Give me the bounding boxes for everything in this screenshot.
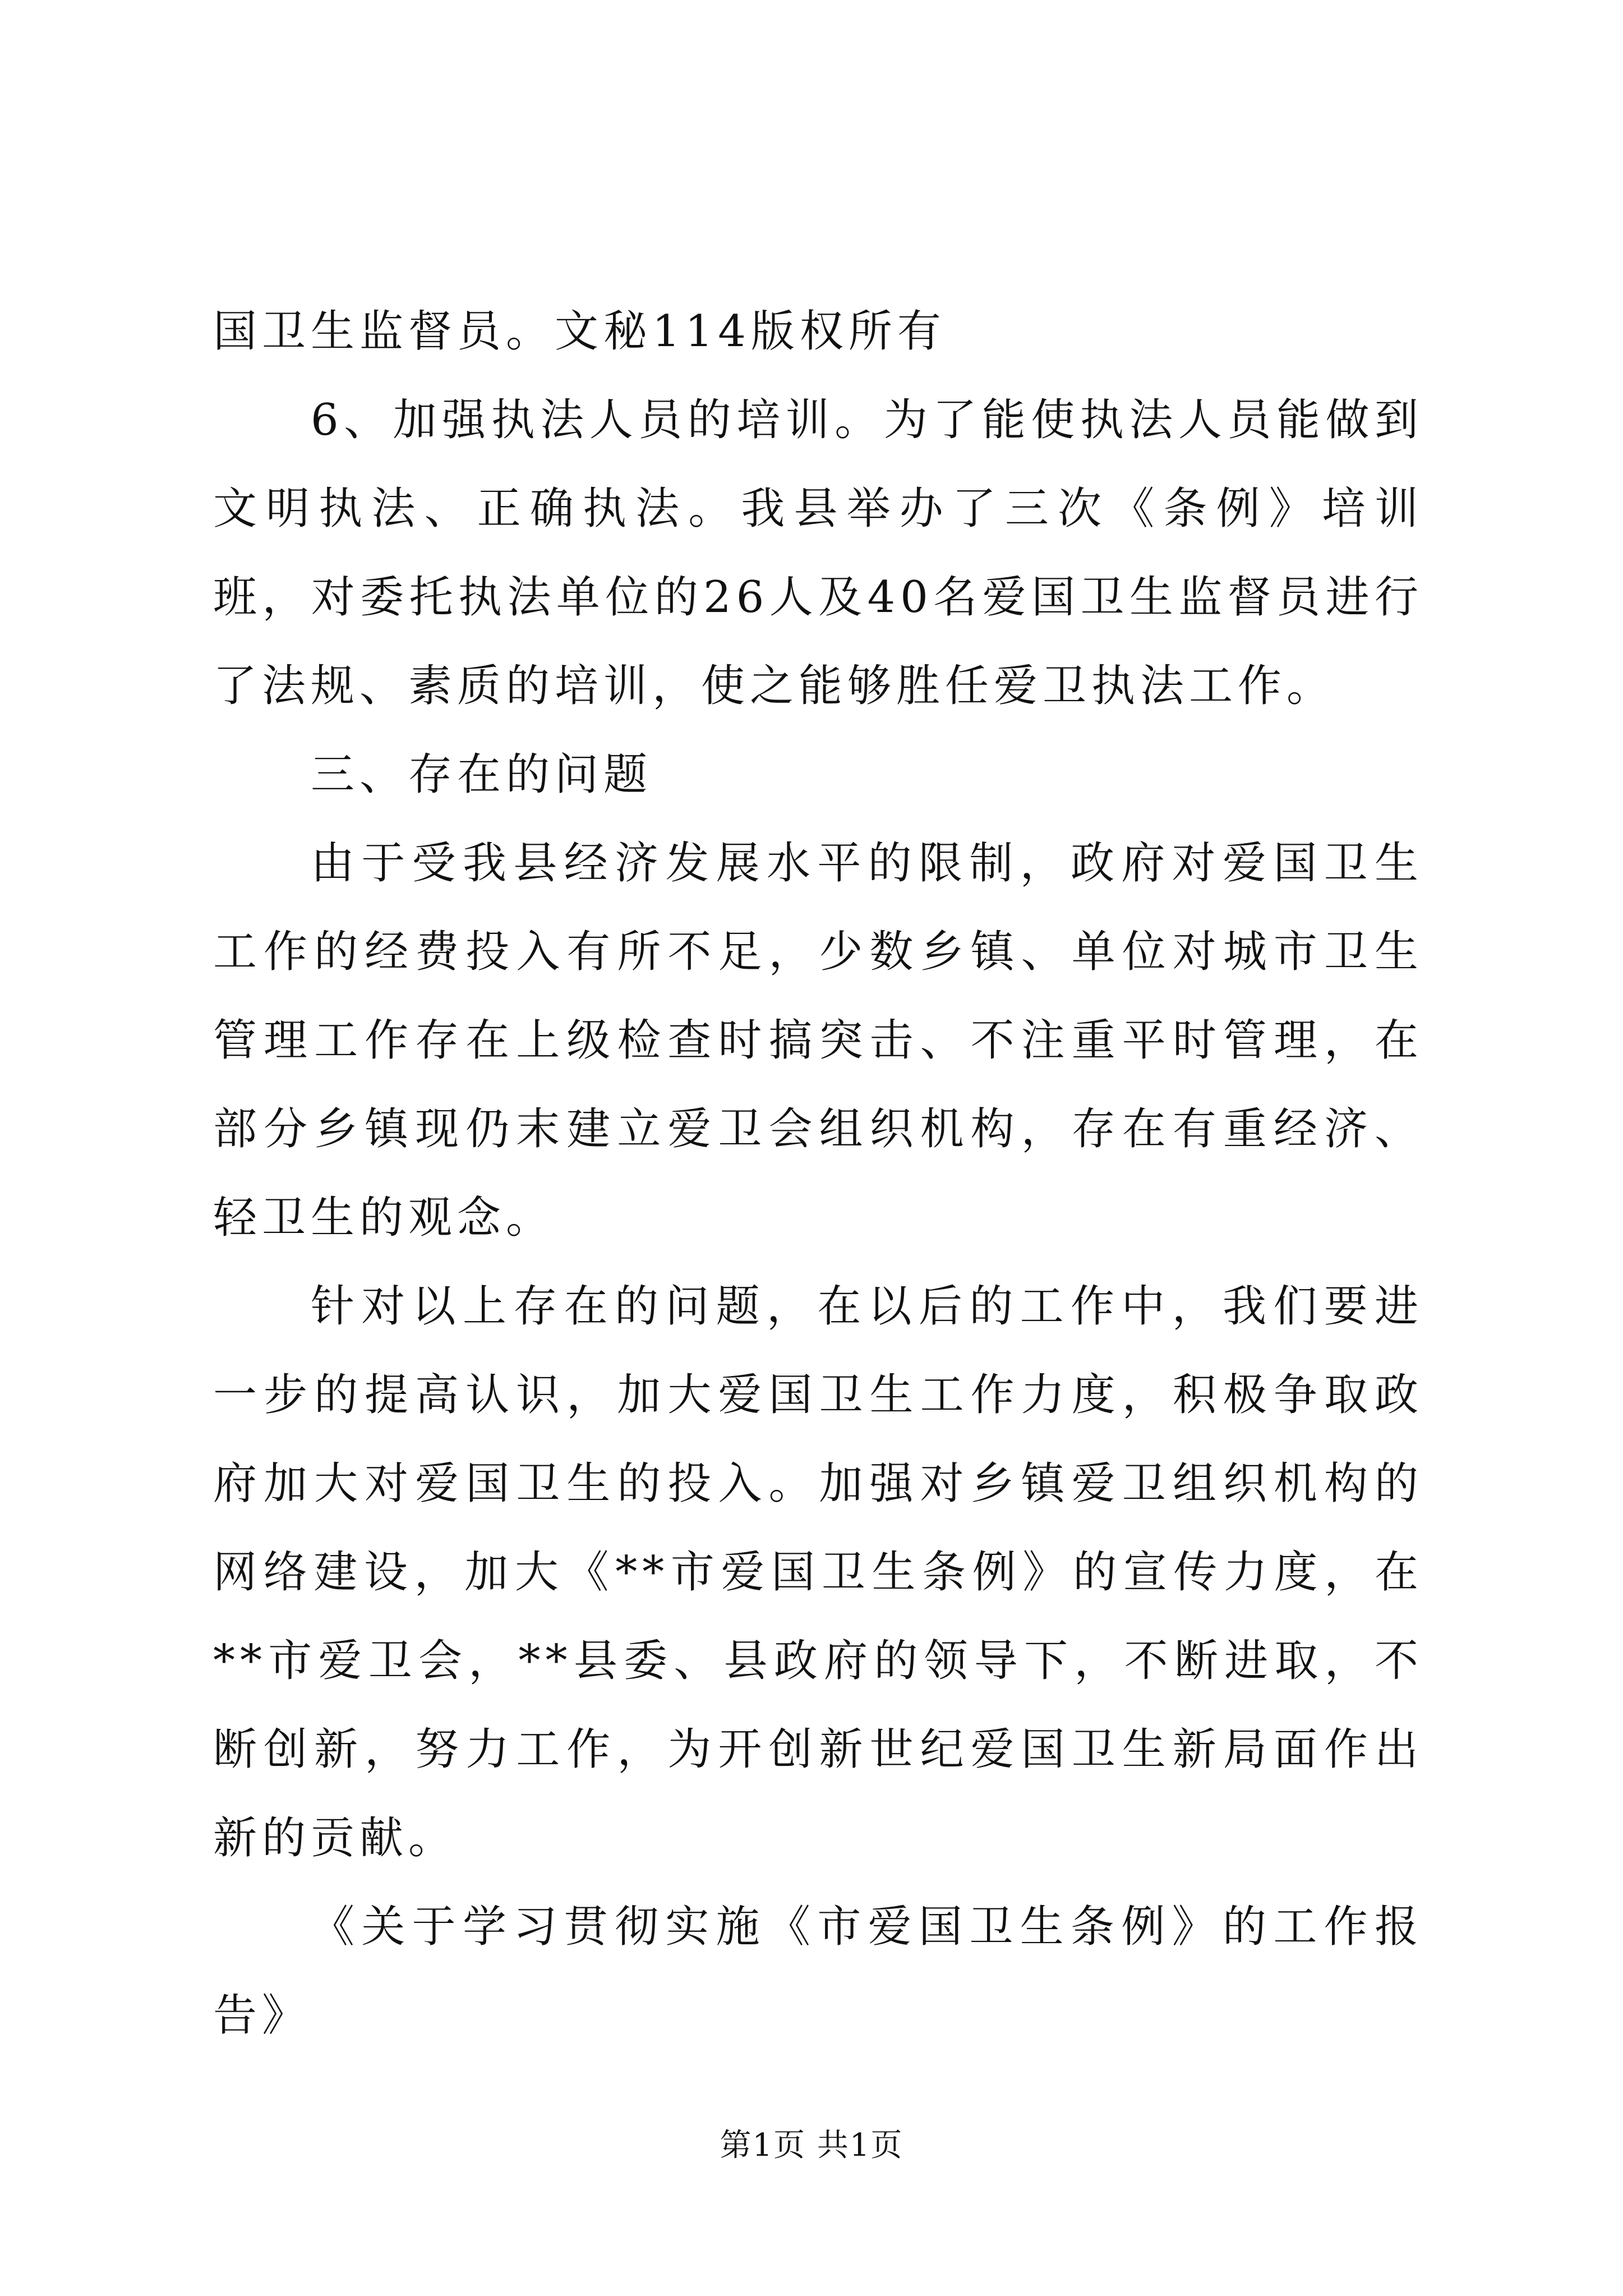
paragraph-training: 6、加强执法人员的培训。为了能使执法人员能做到文明执法、正确执法。我县举办了三次《条例》培训班，对委托执法单位的26人及40名爱国卫生监督员进行了法规、素质的培训，使之能够胜任爱卫执法工作。	[213, 395, 1423, 711]
section-heading-problems: 三、存在的问题	[311, 749, 653, 800]
document-title-line: 《关于学习贯彻实施《市爱国卫生条例》的工作报告》	[213, 1902, 1423, 2041]
paragraph-continuation: 国卫生监督员。文秘114版权所有	[213, 306, 946, 357]
document-body	[213, 287, 1423, 2060]
paragraph-problems: 由于受我县经济发展水平的限制，政府对爱国卫生工作的经费投入有所不足，少数乡镇、单位对城市卫生管理工作存在上级检查时搞突击、不注重平时管理，在部分乡镇现仍末建立爱卫会组织机构，存在有重经济、轻卫生的观念。	[213, 838, 1423, 1243]
paragraph-measures: 针对以上存在的问题，在以后的工作中，我们要进一步的提高认识，加大爱国卫生工作力度，积极争取政府加大对爱国卫生的投入。加强对乡镇爱卫组织机构的网络建设，加大《**市爱国卫生条例》的宣传力度，在**市爱卫会，**县委、县政府的领导下，不断进取，不断创新，努力工作，为开创新世纪爱国卫生新局面作出新的贡献。	[213, 1281, 1423, 1864]
page-footer: 第1页 共1页	[720, 2127, 903, 2164]
